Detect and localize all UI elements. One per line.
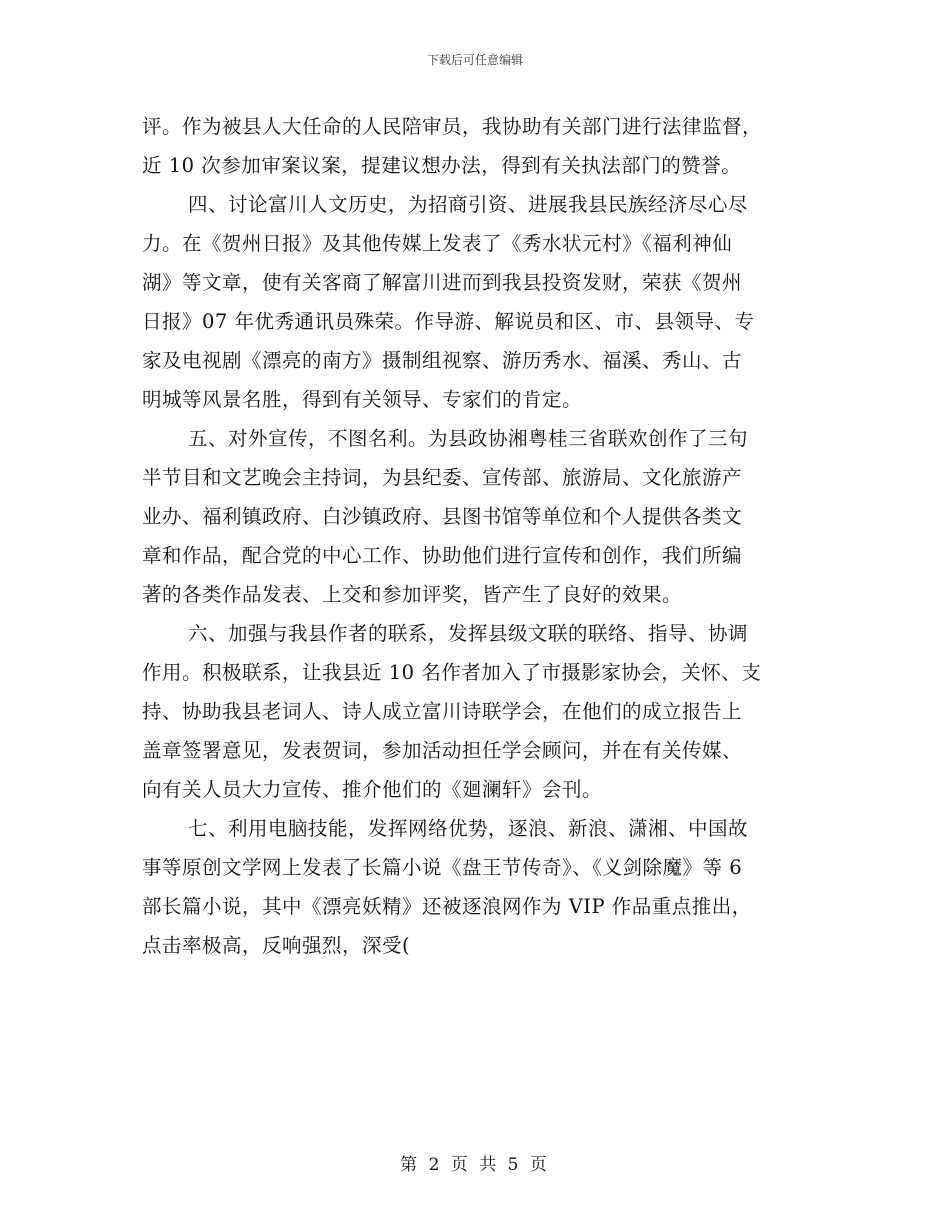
text-line: 湖》等文章，使有关客商了解富川进而到我县投资发财，荣获《贺州 <box>142 271 743 294</box>
text-line: 章和作品，配合党的中心工作、协助他们进行宣传和创作，我们所编 <box>142 544 743 567</box>
paragraph-seven-start: 七、利用电脑技能，发挥网络优势，逐浪、新浪、潇湘、中国故 <box>188 817 749 840</box>
text-line: 点击率极高，反响强烈，深受( <box>142 934 411 957</box>
text-line: 近 10 次参加审案议案，提建议想办法，得到有关执法部门的赞誉。 <box>142 154 742 177</box>
document-body <box>142 107 812 965</box>
text-line: 向有关人员大力宣传、推介他们的《廻澜轩》会刊。 <box>142 778 603 801</box>
text-line: 力。在《贺州日报》及其他传媒上发表了《秀水状元村》《福利神仙 <box>142 232 733 255</box>
text-line: 持、协助我县老词人、诗人成立富川诗联学会，在他们的成立报告上 <box>142 700 743 723</box>
text-line: 半节目和文艺晚会主持词，为县纪委、宣传部、旅游局、文化旅游产 <box>142 466 743 489</box>
text-line: 家及电视剧《漂亮的南方》摄制组视察、游历秀水、福溪、秀山、古 <box>142 349 743 372</box>
text-line: 盖章签署意见，发表贺词，参加活动担任学会顾问，并在有关传媒、 <box>142 739 743 762</box>
paragraph-five-start: 五、对外宣传，不图名利。为县政协湘粤桂三省联欢创作了三句 <box>188 427 749 450</box>
text-line: 日报》07 年优秀通讯员殊荣。作导游、解说员和区、市、县领导、专 <box>142 310 755 333</box>
text-line: 著的各类作品发表、上交和参加评奖，皆产生了良好的效果。 <box>142 583 683 606</box>
text-line: 部长篇小说，其中《漂亮妖精》还被逐浪网作为 VIP 作品重点推出， <box>142 895 752 918</box>
text-line: 明城等风景名胜，得到有关领导、专家们的肯定。 <box>142 388 583 411</box>
text-line: 评。作为被县人大任命的人民陪审员，我协助有关部门进行法律监督， <box>142 115 763 138</box>
page-header: 下载后可任意编辑 <box>426 53 523 67</box>
text-line: 作用。积极联系，让我县近 10 名作者加入了市摄影家协会，关怀、支 <box>142 661 762 684</box>
paragraph-four-start: 四、讨论富川人文历史，为招商引资、进展我县民族经济尽心尽 <box>188 193 749 216</box>
text-line: 业办、福利镇政府、白沙镇政府、县图书馆等单位和个人提供各类文 <box>142 505 743 528</box>
page-number: 第 2 页 共 5 页 <box>400 1155 550 1175</box>
paragraph-six-start: 六、加强与我县作者的联系，发挥县级文联的联络、指导、协调 <box>188 622 749 645</box>
text-line: 事等原创文学网上发表了长篇小说《盘王节传奇》、《义剑除魔》等 6 <box>142 856 743 879</box>
